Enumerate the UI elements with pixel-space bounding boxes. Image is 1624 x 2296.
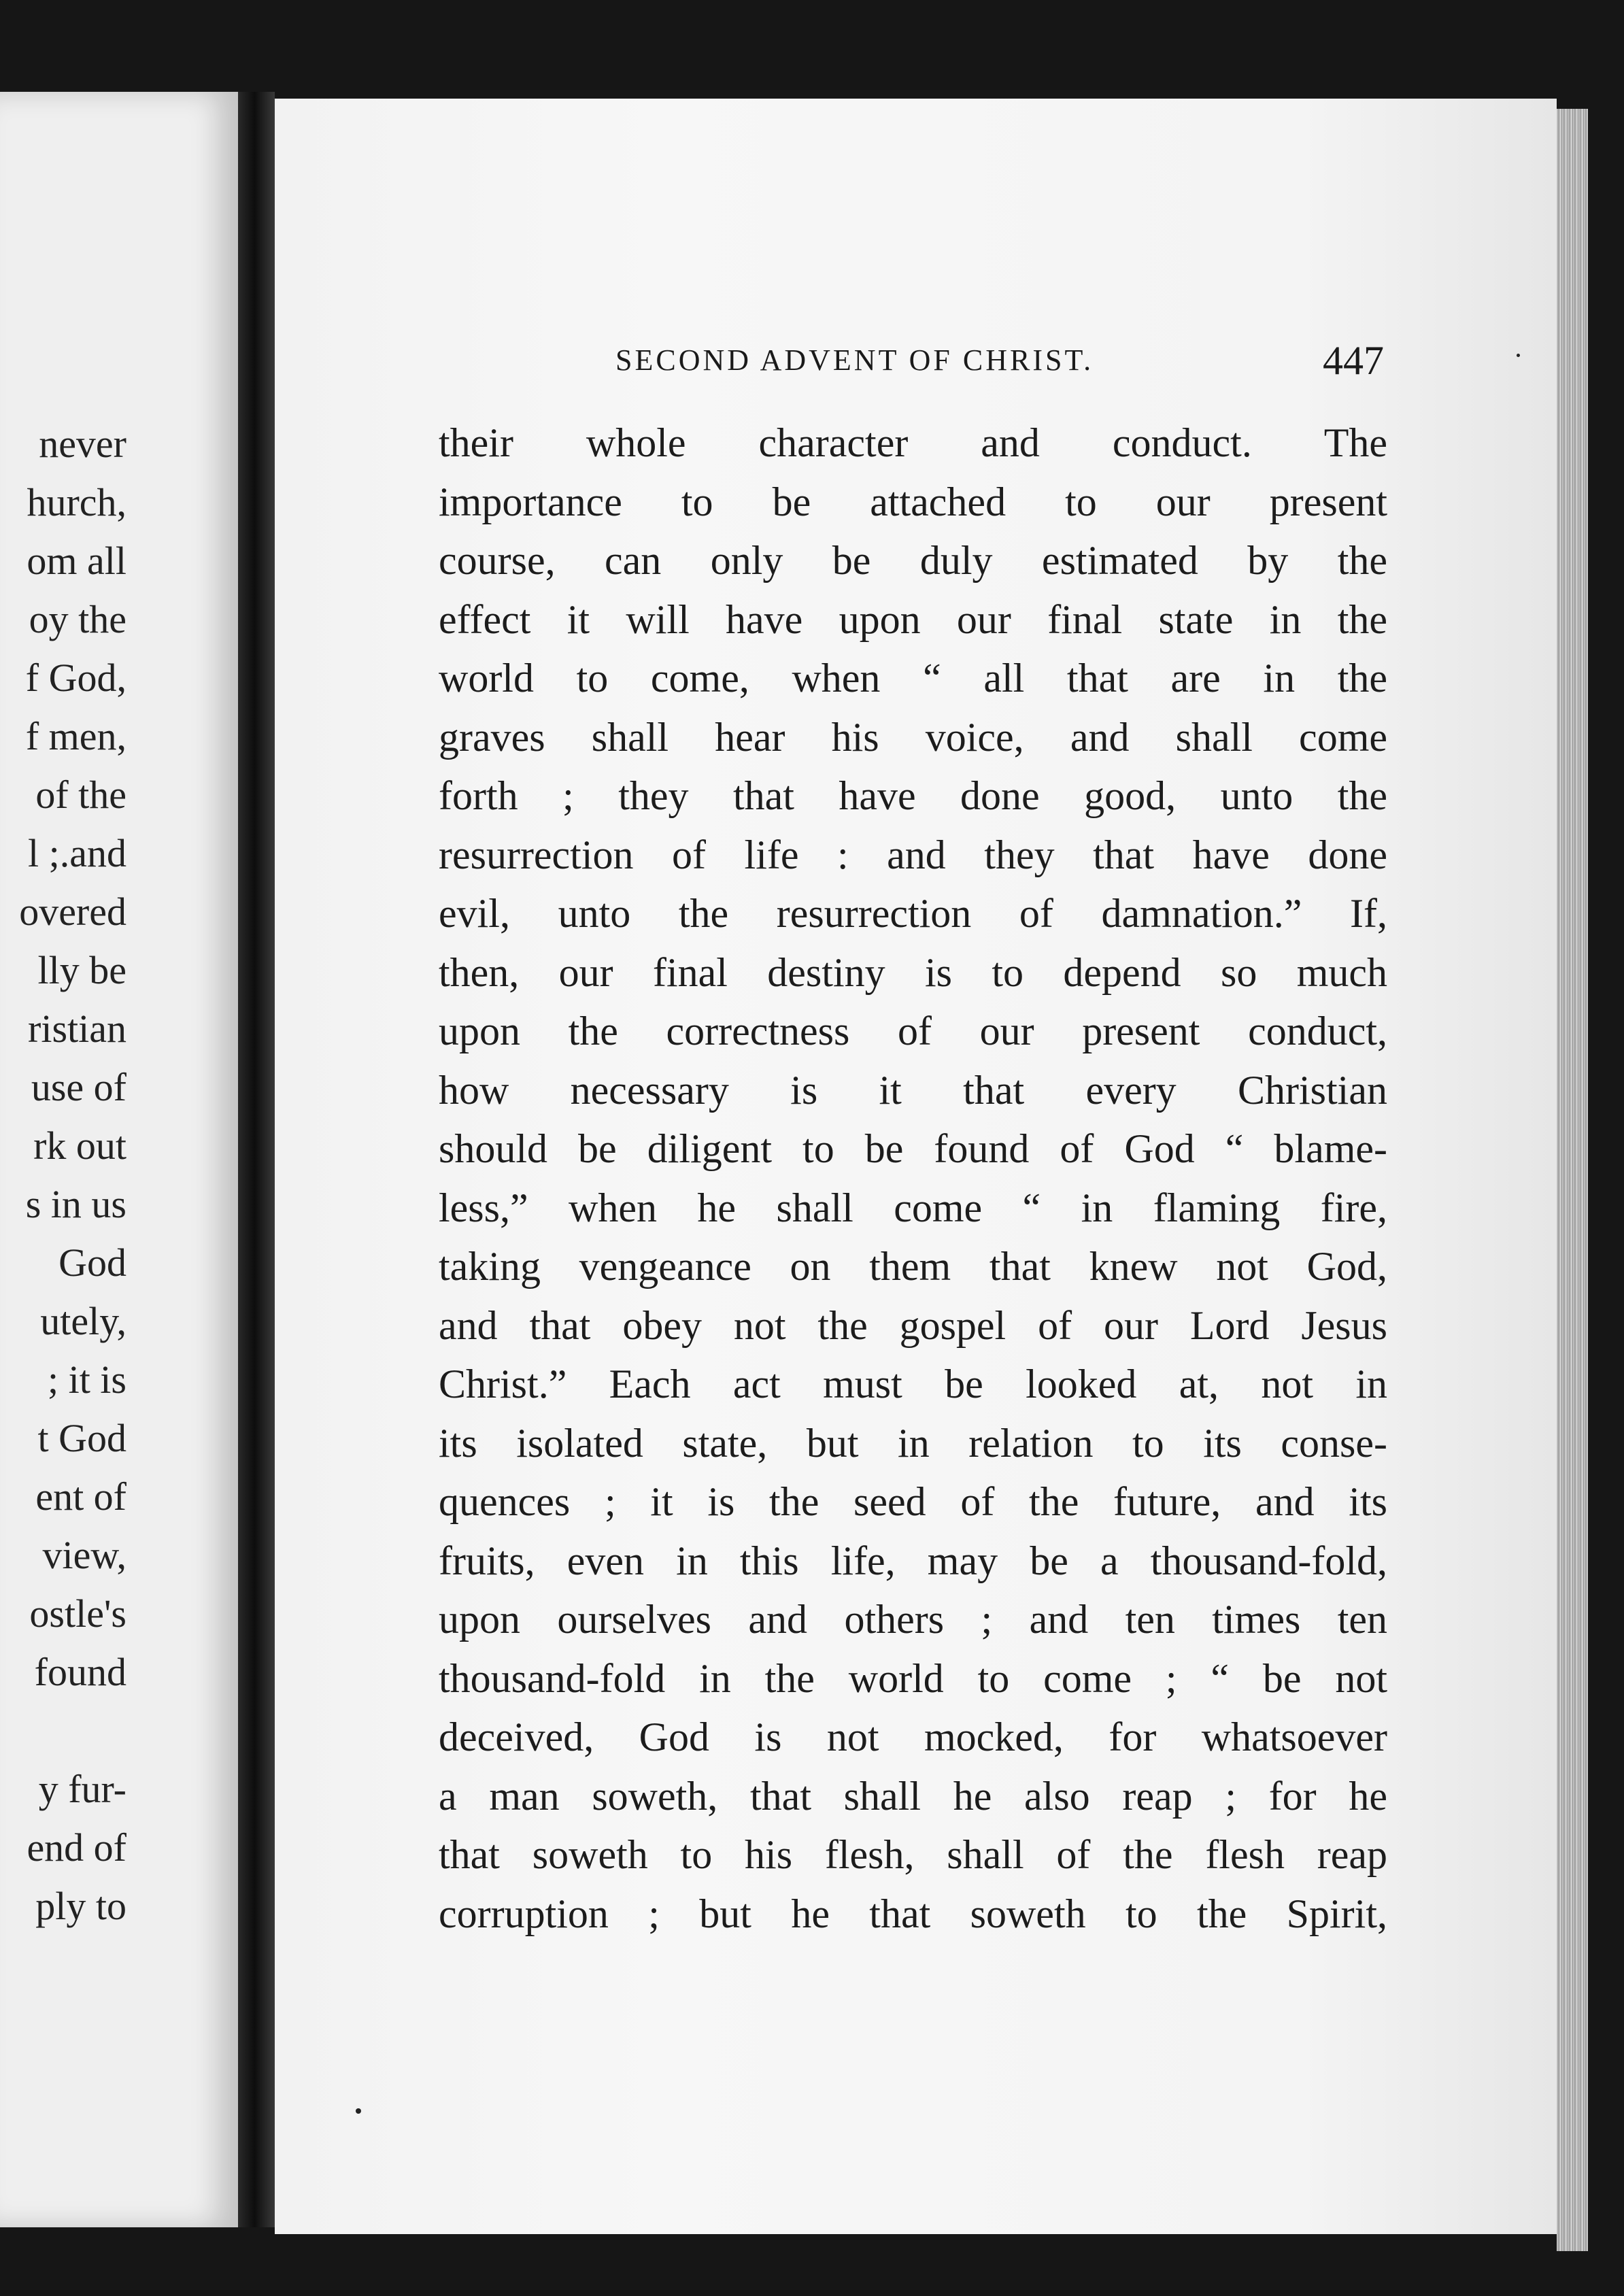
left-line: ent of xyxy=(35,1474,126,1519)
left-line: om all xyxy=(27,539,126,583)
left-line: end of xyxy=(27,1825,126,1870)
text-line: quences ; it is the seed of the future, and its xyxy=(439,1479,1387,1524)
left-line: ristian xyxy=(28,1007,126,1051)
running-head-title: SECOND ADVENT OF CHRIST. xyxy=(615,343,1094,377)
text-line: corruption ; but he that soweth to the Spirit, xyxy=(439,1891,1387,1936)
left-line: never xyxy=(39,422,126,466)
text-line: effect it will have upon our final state in the xyxy=(439,596,1387,642)
left-line: y fur- xyxy=(38,1767,126,1811)
page-number: 447 xyxy=(1323,338,1384,383)
text-line: that soweth to his flesh, shall of the flesh reap xyxy=(439,1832,1387,1877)
ink-speck xyxy=(356,2108,361,2114)
left-line: ; it is xyxy=(47,1357,126,1402)
left-line: of the xyxy=(35,773,126,817)
text-line: and that obey not the gospel of our Lord Jesus xyxy=(439,1302,1387,1348)
text-line: upon ourselves and others ; and ten times ten xyxy=(439,1597,1387,1642)
left-page xyxy=(0,92,238,2227)
text-line: a man soweth, that shall he also reap ; for he xyxy=(439,1773,1387,1819)
text-line: thousand-fold in the world to come ; “ be not xyxy=(439,1655,1387,1701)
left-line: use of xyxy=(31,1065,126,1109)
text-line: deceived, God is not mocked, for whatsoever xyxy=(439,1715,1387,1759)
text-line: course, can only be duly estimated by the xyxy=(439,538,1387,583)
left-line: ostle's xyxy=(29,1591,126,1636)
left-line: oy the xyxy=(29,597,126,641)
left-line: rk out xyxy=(33,1124,126,1168)
text-line: their whole character and conduct. The xyxy=(439,420,1387,465)
body-text xyxy=(439,413,1387,1943)
text-line: evil, unto the resurrection of damnation.” If, xyxy=(439,891,1387,936)
text-line: upon the correctness of our present conduct, xyxy=(439,1009,1387,1053)
text-line: should be diligent to be found of God “ blame- xyxy=(439,1126,1387,1171)
text-line: then, our final destiny is to depend so much xyxy=(439,949,1387,995)
page-edges xyxy=(1557,109,1588,2251)
left-line: t God xyxy=(37,1416,126,1460)
left-line: God xyxy=(58,1240,126,1285)
text-line: its isolated state, but in relation to its conse- xyxy=(439,1420,1387,1466)
text-line: graves shall hear his voice, and shall come xyxy=(439,714,1387,760)
left-line: overed xyxy=(19,890,126,934)
left-line: ply to xyxy=(35,1884,126,1928)
text-line: Christ.” Each act must be looked at, not in xyxy=(439,1362,1387,1406)
left-line: f men, xyxy=(25,714,126,758)
text-line: world to come, when “ all that are in the xyxy=(439,656,1387,700)
running-head xyxy=(615,337,1384,384)
text-line: how necessary is it that every Christian xyxy=(439,1067,1387,1113)
text-line: taking vengeance on them that knew not God, xyxy=(439,1244,1387,1289)
left-line: lly be xyxy=(37,948,126,992)
left-line: f God, xyxy=(25,656,126,700)
text-line: forth ; they that have done good, unto the xyxy=(439,773,1387,818)
left-line: l ;.and xyxy=(28,831,126,875)
text-line: fruits, even in this life, may be a thousand-fold, xyxy=(439,1538,1387,1583)
ink-speck xyxy=(1517,354,1520,357)
left-line: found xyxy=(34,1650,126,1694)
left-line: s in us xyxy=(25,1182,126,1226)
text-line: importance to be attached to our present xyxy=(439,479,1387,524)
left-line: hurch, xyxy=(27,480,126,524)
left-line: utely, xyxy=(40,1299,126,1343)
book-gutter xyxy=(238,92,275,2227)
text-line: resurrection of life : and they that have done xyxy=(439,832,1387,877)
left-line: view, xyxy=(42,1533,126,1577)
text-line: less,” when he shall come “ in flaming fire, xyxy=(439,1185,1387,1230)
